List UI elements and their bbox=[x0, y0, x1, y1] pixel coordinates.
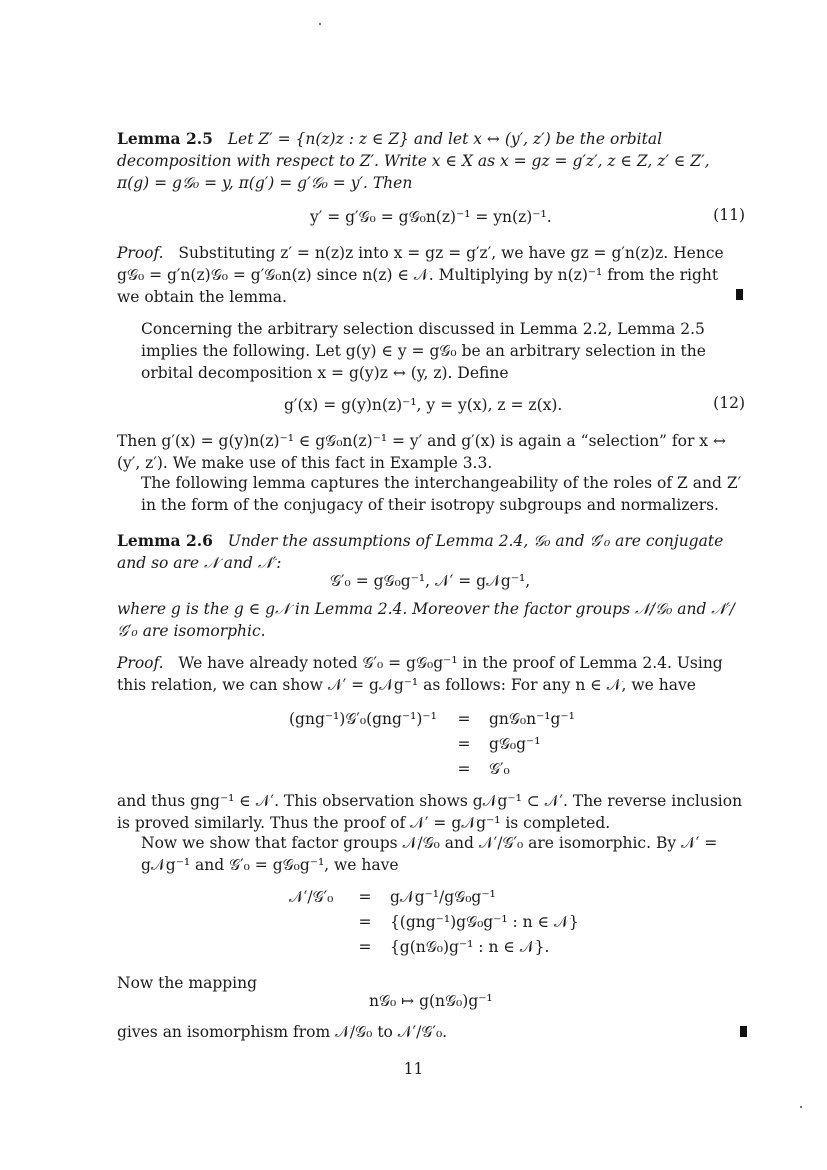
paragraph-interchange: The following lemma captures the interchangeability of the roles of Z and Z′ in the form of the conjugacy of their isotropy subgroups and normalizers. bbox=[141, 474, 742, 514]
conjugacy-equation: 𝒢′₀ = g𝒢₀g⁻¹, 𝒩′ = g𝒩g⁻¹, bbox=[330, 572, 531, 590]
mapping-equation: n𝒢₀ ↦ g(n𝒢₀)g⁻¹ bbox=[369, 992, 493, 1010]
proof-label: Proof. bbox=[117, 244, 164, 262]
align-2-row: = g𝒩g⁻¹/g𝒢₀g⁻¹ bbox=[358, 888, 496, 906]
page-number: 11 bbox=[403, 1060, 424, 1078]
proof-text: Substituting z′ = n(z)z into x = gz = g′z′, we have gz = g′n(z)z. Hence g𝒢₀ = g′n(z)𝒢₀ = g′𝒢₀n(z) since n(z) ∈ 𝒩. Multiplying by n(z)⁻¹ from the right we obtain the lemma. bbox=[117, 244, 724, 306]
equation-11: y′ = g′𝒢₀ = g𝒢₀n(z)⁻¹ = yn(z)⁻¹. bbox=[310, 208, 552, 226]
lemma-label: Lemma 2.5 bbox=[117, 129, 213, 148]
align-1-lhs: (gng⁻¹)𝒢′₀(gng⁻¹)⁻¹ bbox=[289, 710, 437, 728]
lemma-statement: Let Z′ = {n(z)z : z ∈ Z} and let x ↔ (y′, z′) be the orbital decomposition with respect to Z′. Write x ∈ X as x = gz = g′z′, z ∈ Z, z′ ∈ Z′, π(g) = g𝒢₀ = y, π(g′) = g′𝒢₀ = y′. Then bbox=[117, 130, 710, 192]
lemma-2-6-continued: where g is the g ∈ g𝒩 in Lemma 2.4. Moreover the factor groups 𝒩/𝒢₀ and 𝒩′/𝒢′₀ are isomorphic. bbox=[117, 600, 735, 640]
proof-2-6 bbox=[117, 652, 745, 696]
isomorphism-conclusion: gives an isomorphism from 𝒩/𝒢₀ to 𝒩′/𝒢′₀. bbox=[117, 1023, 448, 1041]
align-2-row: = {(gng⁻¹)g𝒢₀g⁻¹ : n ∈ 𝒩} bbox=[358, 913, 579, 931]
equation-12: g′(x) = g(y)n(z)⁻¹, y = y(x), z = z(x). bbox=[284, 396, 563, 414]
qed-mark bbox=[740, 1026, 747, 1037]
speck bbox=[319, 23, 321, 25]
align-1-row: = g𝒢₀g⁻¹ bbox=[457, 735, 541, 753]
align-1-row: = 𝒢′₀ bbox=[457, 760, 510, 778]
proof-label: Proof. bbox=[117, 654, 164, 672]
paragraph-then: Then g′(x) = g(y)n(z)⁻¹ ∈ g𝒢₀n(z)⁻¹ = y′ and g′(x) is again a “selection” for x ↔ (y′, z′). We make use of this fact in Example 3.3. bbox=[117, 432, 726, 472]
paragraph-thus: and thus gng⁻¹ ∈ 𝒩′. This observation shows g𝒩g⁻¹ ⊂ 𝒩′. The reverse inclusion is proved similarly. Thus the proof of 𝒩′ = g𝒩g⁻¹ is completed. bbox=[117, 792, 743, 832]
proof-2-5 bbox=[117, 242, 745, 308]
proof-text: We have already noted 𝒢′₀ = g𝒢₀g⁻¹ in the proof of Lemma 2.4. Using this relation, we can show 𝒩′ = g𝒩g⁻¹ as follows: For any n ∈ 𝒩, we have bbox=[117, 654, 723, 694]
equation-number-12: (12) bbox=[713, 394, 745, 412]
equation-number-11: (11) bbox=[713, 206, 745, 224]
speck bbox=[800, 1106, 802, 1108]
lemma-2-6 bbox=[117, 530, 745, 574]
align-2-row: = {g(n𝒢₀)g⁻¹ : n ∈ 𝒩}. bbox=[358, 938, 550, 956]
lemma-statement: Under the assumptions of Lemma 2.4, 𝒢₀ and 𝒢′₀ are conjugate and so are 𝒩 and 𝒩′: bbox=[117, 532, 724, 572]
align-2-lhs: 𝒩′/𝒢′₀ bbox=[289, 888, 334, 906]
align-1-row: = gn𝒢₀n⁻¹g⁻¹ bbox=[457, 710, 575, 728]
paragraph-selection: Concerning the arbitrary selection discussed in Lemma 2.2, Lemma 2.5 implies the following. Let g(y) ∈ y = g𝒢₀ be an arbitrary selection in the orbital decomposition x = g(y)z ↔ (y, z). Define bbox=[141, 320, 706, 382]
lemma-label: Lemma 2.6 bbox=[117, 531, 213, 550]
qed-mark bbox=[736, 289, 743, 300]
lemma-2-5 bbox=[117, 128, 745, 194]
paragraph-factor-groups: Now we show that factor groups 𝒩/𝒢₀ and 𝒩′/𝒢′₀ are isomorphic. By 𝒩′ = g𝒩g⁻¹ and 𝒢′₀ = g𝒢₀g⁻¹, we have bbox=[141, 834, 718, 874]
mapping-intro: Now the mapping bbox=[117, 974, 258, 992]
